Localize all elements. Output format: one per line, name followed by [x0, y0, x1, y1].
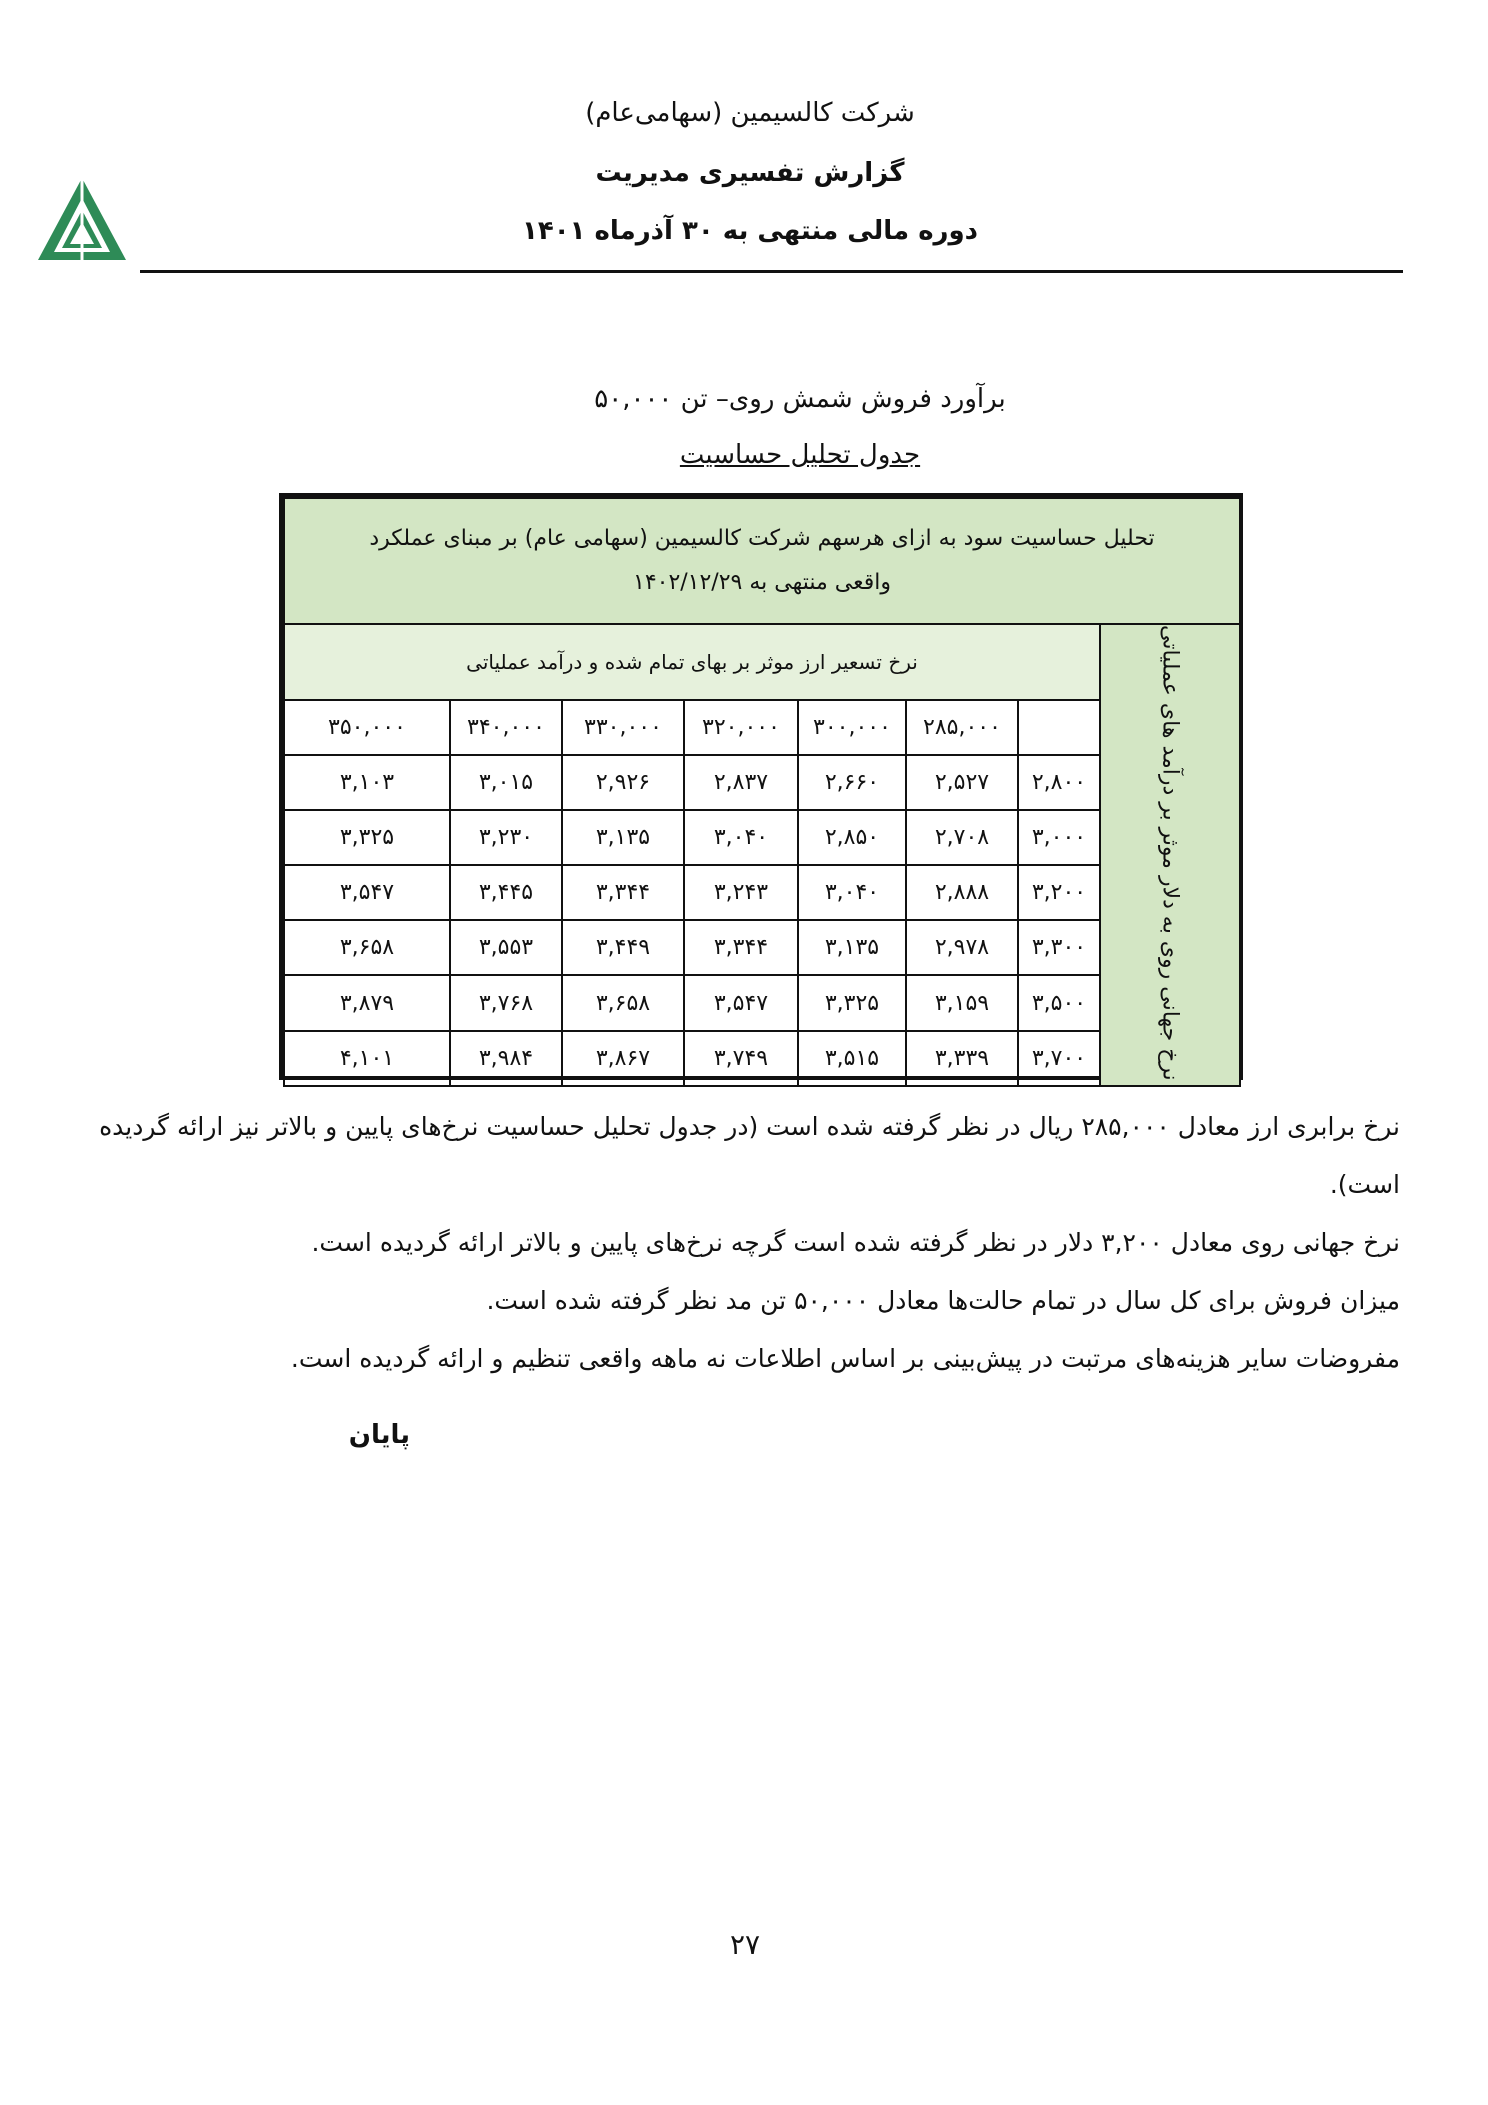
table-cell: ۲,۹۷۸: [906, 920, 1018, 975]
table-cell: ۳,۷۶۸: [450, 975, 562, 1030]
end-marker: پایان: [348, 1420, 410, 1450]
row-header: ۳,۰۰۰: [1018, 810, 1100, 865]
table-row: [284, 700, 1240, 755]
table-cell: ۳,۸۶۷: [562, 1031, 684, 1086]
table-cell: ۲,۹۲۶: [562, 755, 684, 810]
column-header: ۳۵۰,۰۰۰: [284, 700, 450, 755]
table-row: [284, 865, 1240, 920]
table-cell: ۳,۹۸۴: [450, 1031, 562, 1086]
table-cell: ۳,۲۳۰: [450, 810, 562, 865]
table-cell: ۲,۵۲۷: [906, 755, 1018, 810]
table-row: [284, 975, 1240, 1030]
column-header: ۲۸۵,۰۰۰: [906, 700, 1018, 755]
table-cell: ۳,۲۴۳: [684, 865, 798, 920]
header-divider: [140, 270, 1403, 273]
note-sales-volume: میزان فروش برای کل سال در تمام حالت‌ها معادل ۵۰,۰۰۰ تن مد نظر گرفته شده است.: [486, 1286, 1400, 1315]
table-cell: ۳,۶۵۸: [562, 975, 684, 1030]
sensitivity-table: [279, 493, 1243, 1080]
table-cell: ۲,۸۸۸: [906, 865, 1018, 920]
row-axis-label: نرخ جهانی روی به دلار موثر بر درآمد های عملیاتی: [1100, 624, 1240, 1086]
table-cell: ۳,۰۱۵: [450, 755, 562, 810]
row-header: ۲,۸۰۰: [1018, 755, 1100, 810]
table-cell: ۴,۱۰۱: [284, 1031, 450, 1086]
table-cell: ۳,۱۳۵: [798, 920, 906, 975]
table-cell: ۳,۵۱۵: [798, 1031, 906, 1086]
table-cell: ۳,۳۳۹: [906, 1031, 1018, 1086]
row-header: ۳,۷۰۰: [1018, 1031, 1100, 1086]
note-exchange-rate: نرخ برابری ارز معادل ۲۸۵,۰۰۰ ریال در نظر گرفته شده است (در جدول تحلیل حساسیت نرخ‌های پایین و بالاتر نیز ارائه گردیده است).: [99, 1112, 1400, 1199]
table-cell: ۳,۷۴۹: [684, 1031, 798, 1086]
table-row: [284, 810, 1240, 865]
table-cell: ۲,۸۵۰: [798, 810, 906, 865]
section-title: برآورد فروش شمش روی– تن ۵۰,۰۰۰: [594, 384, 1006, 414]
company-name: شرکت کالسیمین (سهامی‌عام): [585, 98, 915, 128]
table-caption: جدول تحلیل حساسیت: [679, 440, 921, 470]
note-other-assumptions: مفروضات سایر هزینه‌های مرتبت در پیش‌بینی بر اساس اطلاعات نه ماهه واقعی تنظیم و ارائه گردیده است.: [290, 1344, 1400, 1373]
table-cell: ۳,۰۴۰: [684, 810, 798, 865]
table-cell: ۳,۳۲۵: [798, 975, 906, 1030]
table-cell: ۲,۷۰۸: [906, 810, 1018, 865]
note-zinc-price: نرخ جهانی روی معادل ۳,۲۰۰ دلار در نظر گرفته شده است گرچه نرخ‌های پایین و بالاتر ارائه گردیده است.: [311, 1228, 1400, 1257]
company-logo-icon: [36, 176, 128, 262]
column-header: ۳۴۰,۰۰۰: [450, 700, 562, 755]
table-cell: ۳,۳۲۵: [284, 810, 450, 865]
row-header: ۳,۳۰۰: [1018, 920, 1100, 975]
table-cell: ۲,۶۶۰: [798, 755, 906, 810]
table-row: [284, 1031, 1240, 1086]
row-header: ۳,۵۰۰: [1018, 975, 1100, 1030]
report-title: گزارش تفسیری مدیریت: [595, 158, 905, 188]
table-row: [284, 920, 1240, 975]
column-header: ۳۲۰,۰۰۰: [684, 700, 798, 755]
table-cell: ۳,۳۴۴: [562, 865, 684, 920]
corner-cell: [1018, 700, 1100, 755]
table-cell: ۳,۵۵۳: [450, 920, 562, 975]
table-cell: ۳,۳۴۴: [684, 920, 798, 975]
table-cell: ۳,۵۴۷: [684, 975, 798, 1030]
table-cell: ۳,۱۵۹: [906, 975, 1018, 1030]
table-cell: ۳,۰۴۰: [798, 865, 906, 920]
row-header: ۳,۲۰۰: [1018, 865, 1100, 920]
table-row: [284, 755, 1240, 810]
table-cell: ۳,۴۴۹: [562, 920, 684, 975]
column-axis-label: نرخ تسعیر ارز موثر بر بهای تمام شده و درآمد عملیاتی: [284, 624, 1100, 700]
column-header: ۳۳۰,۰۰۰: [562, 700, 684, 755]
table-cell: ۲,۸۳۷: [684, 755, 798, 810]
column-header: ۳۰۰,۰۰۰: [798, 700, 906, 755]
table-cell: ۳,۱۳۵: [562, 810, 684, 865]
table-cell: ۳,۶۵۸: [284, 920, 450, 975]
page-number: ۲۷: [729, 1928, 761, 1961]
table-cell: ۳,۱۰۳: [284, 755, 450, 810]
table-cell: ۳,۵۴۷: [284, 865, 450, 920]
table-cell: ۳,۸۷۹: [284, 975, 450, 1030]
table-cell: ۳,۴۴۵: [450, 865, 562, 920]
table-header: تحلیل حساسیت سود به ازای هرسهم شرکت کالسیمین (سهامی عام) بر مبنای عملکرد واقعی منتهی به ۱۴۰۲/۱۲/۲۹: [284, 498, 1240, 624]
report-period: دوره مالی منتهی به ۳۰ آذرماه ۱۴۰۱: [521, 216, 979, 246]
